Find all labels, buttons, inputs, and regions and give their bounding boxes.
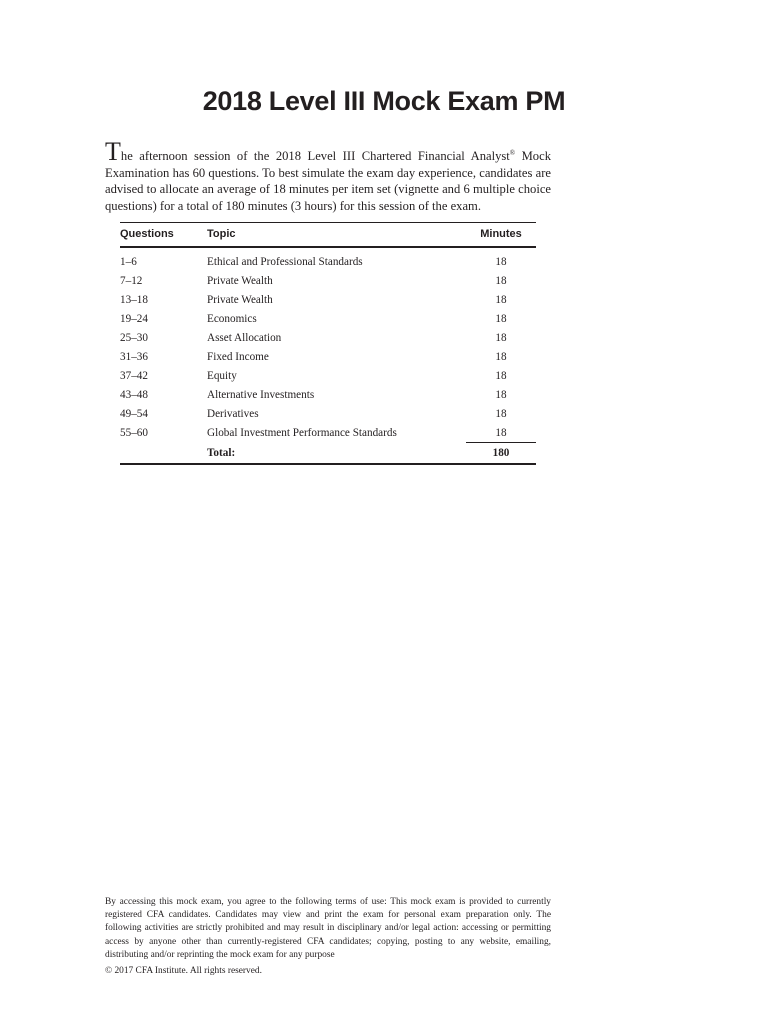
question-range-cell: 19–24 bbox=[120, 312, 148, 325]
minutes-cell: 18 bbox=[466, 423, 536, 443]
topic-cell: Economics bbox=[207, 312, 257, 325]
intro-paragraph bbox=[105, 137, 551, 214]
page-title: 2018 Level III Mock Exam PM bbox=[202, 86, 566, 116]
table-row bbox=[120, 328, 536, 347]
schedule-table bbox=[120, 222, 536, 465]
table-row bbox=[120, 271, 536, 290]
topic-cell: Global Investment Performance Standards bbox=[207, 426, 397, 439]
intro-text-part-1: he afternoon session of the 2018 Level III Chartered Financial Analyst bbox=[120, 149, 510, 163]
intro-text-part-2: Mock Examination has 60 questions. To best simulate the exam day experience, candidates are advised to allocate an average of 18 minutes per item set (vignette and 6 multiple choice questions) for a total of 180 minutes (3 hours) for this session of the exam. bbox=[105, 149, 551, 213]
minutes-cell: 18 bbox=[495, 369, 507, 382]
minutes-cell: 18 bbox=[495, 293, 507, 306]
table-row bbox=[120, 385, 536, 404]
topic-cell: Asset Allocation bbox=[207, 331, 282, 344]
topic-cell: Equity bbox=[207, 369, 237, 382]
total-empty-cell bbox=[120, 443, 207, 465]
minutes-cell: 18 bbox=[495, 388, 507, 401]
table-row bbox=[120, 290, 536, 309]
total-row bbox=[120, 443, 536, 465]
topic-cell: Fixed Income bbox=[207, 350, 269, 363]
table-body bbox=[120, 247, 536, 464]
topic-cell: Derivatives bbox=[207, 407, 259, 420]
header-minutes: Minutes bbox=[466, 223, 536, 248]
minutes-cell: 18 bbox=[495, 274, 507, 287]
table-row bbox=[120, 347, 536, 366]
topic-cell: Private Wealth bbox=[207, 293, 273, 306]
table-row bbox=[120, 309, 536, 328]
table-row bbox=[120, 404, 536, 423]
total-label: Total: bbox=[207, 443, 466, 465]
question-range-cell: 49–54 bbox=[120, 407, 148, 420]
topic-cell: Alternative Investments bbox=[207, 388, 315, 401]
table-row bbox=[120, 247, 536, 271]
total-value: 180 bbox=[466, 443, 536, 465]
minutes-cell: 18 bbox=[495, 350, 507, 363]
terms-of-use: By accessing this mock exam, you agree to the following terms of use: This mock exam is provided to currently registered CFA candidates. Candidates may view and print the exam for personal exam preparation only. The following activities are strictly prohibited and may result in disciplinary and/or legal action: accessing or permitting access by anyone other than currently-registered CFA candidates; copying, posting to any website, emailing, distributing and/or reprinting the mock exam for any purpose bbox=[105, 897, 551, 960]
question-range-cell: 37–42 bbox=[120, 369, 148, 382]
header-questions: Questions bbox=[120, 223, 207, 248]
table-row bbox=[120, 366, 536, 385]
question-range-cell: 7–12 bbox=[120, 274, 143, 287]
table-row bbox=[120, 423, 536, 443]
copyright-notice: © 2017 CFA Institute. All rights reserved. bbox=[105, 966, 262, 976]
minutes-cell: 18 bbox=[495, 407, 507, 420]
question-range-cell: 25–30 bbox=[120, 331, 148, 344]
drop-cap: T bbox=[105, 137, 121, 166]
header-topic: Topic bbox=[207, 223, 466, 248]
topic-cell: Ethical and Professional Standards bbox=[207, 255, 363, 268]
table-header-row bbox=[120, 223, 536, 248]
question-range-cell: 13–18 bbox=[120, 293, 148, 306]
question-range-cell: 55–60 bbox=[120, 426, 148, 439]
minutes-cell: 18 bbox=[495, 312, 507, 325]
registered-mark: ® bbox=[509, 148, 516, 157]
minutes-cell: 18 bbox=[495, 255, 507, 268]
question-range-cell: 1–6 bbox=[120, 255, 137, 268]
question-range-cell: 43–48 bbox=[120, 388, 148, 401]
question-range-cell: 31–36 bbox=[120, 350, 148, 363]
minutes-cell: 18 bbox=[495, 331, 507, 344]
topic-cell: Private Wealth bbox=[207, 274, 273, 287]
